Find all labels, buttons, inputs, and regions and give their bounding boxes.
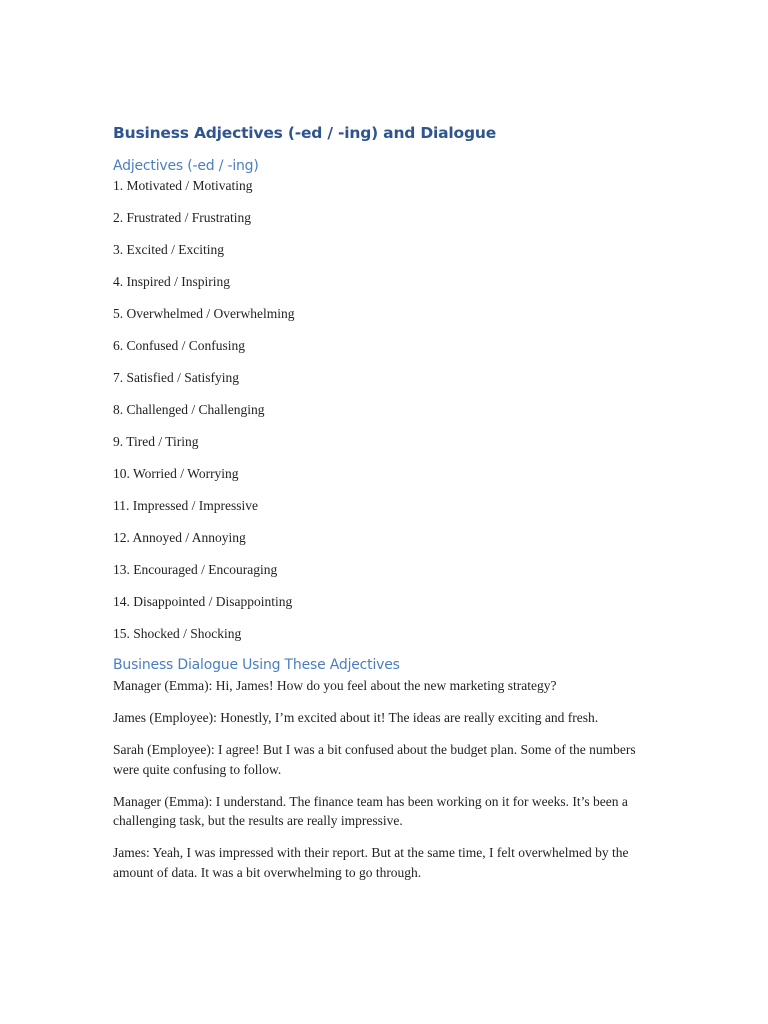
document-title: Business Adjectives (-ed / -ing) and Dialogue — [113, 124, 497, 142]
list-item: 15. Shocked / Shocking — [113, 626, 242, 641]
dialogue-line: James (Employee): Honestly, I’m excited about it! The ideas are really exciting and fresh. — [113, 710, 599, 725]
document-page — [113, 124, 658, 895]
list-item: 1. Motivated / Motivating — [113, 178, 253, 193]
list-item: 5. Overwhelmed / Overwhelming — [113, 306, 295, 321]
list-item: 2. Frustrated / Frustrating — [113, 210, 251, 225]
list-item: 8. Challenged / Challenging — [113, 402, 265, 417]
list-item: 12. Annoyed / Annoying — [113, 530, 246, 545]
dialogue-line: Manager (Emma): I understand. The finance team has been working on it for weeks. It’s been a challenging task, but the results are really impressive. — [113, 793, 628, 828]
list-item: 11. Impressed / Impressive — [113, 498, 258, 513]
list-item: 10. Worried / Worrying — [113, 466, 239, 481]
list-item: 14. Disappointed / Disappointing — [113, 594, 293, 609]
list-item: 9. Tired / Tiring — [113, 434, 199, 449]
list-item: 13. Encouraged / Encouraging — [113, 562, 278, 577]
adjectives-list — [113, 177, 658, 643]
list-item: 4. Inspired / Inspiring — [113, 274, 230, 289]
list-item: 7. Satisfied / Satisfying — [113, 370, 239, 385]
dialogue-line: Manager (Emma): Hi, James! How do you feel about the new marketing strategy? — [113, 678, 557, 693]
dialogue-heading: Business Dialogue Using These Adjectives — [113, 657, 400, 673]
dialogue-line: James: Yeah, I was impressed with their report. But at the same time, I felt overwhelmed by the amount of data. It was a bit overwhelming to go through. — [113, 845, 629, 880]
list-item: 6. Confused / Confusing — [113, 338, 246, 353]
dialogue-line: Sarah (Employee): I agree! But I was a bit confused about the budget plan. Some of the numbers were quite confusing to follow. — [113, 742, 636, 777]
dialogue-block — [113, 676, 658, 882]
adjectives-heading: Adjectives (-ed / -ing) — [113, 158, 259, 174]
list-item: 3. Excited / Exciting — [113, 242, 224, 257]
